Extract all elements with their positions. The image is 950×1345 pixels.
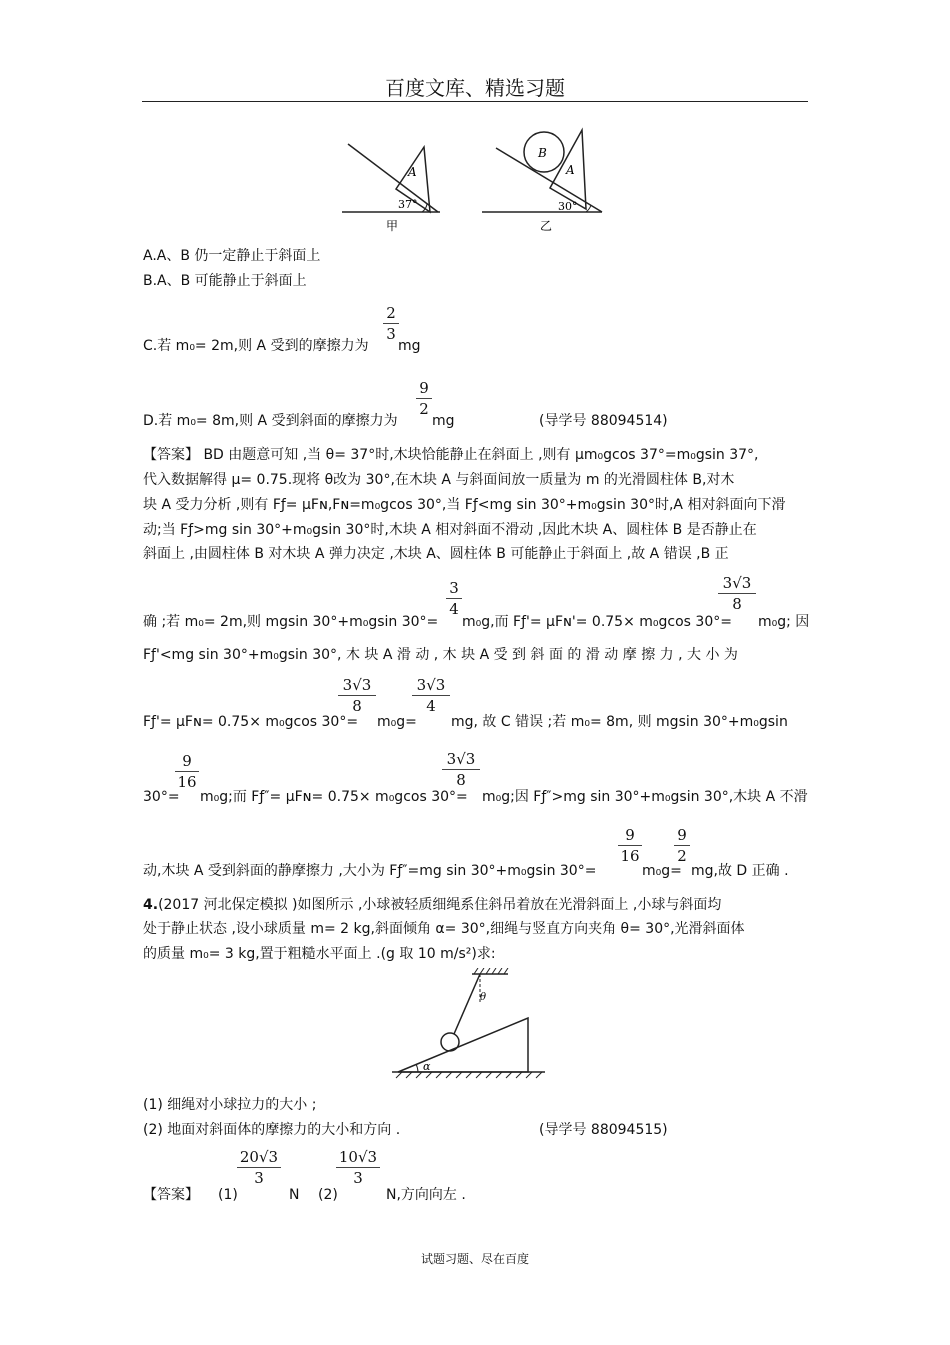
problem4-line1 [143,896,721,914]
question-1: (1) 细绳对小球拉力的大小 ; [143,1097,317,1113]
answer3-line9a: 30°= [143,789,180,805]
answer3-line10b: m₀g= [642,863,682,879]
answer3-line2: 代入数据解得 μ= 0.75.现将 θ改为 30°,在木块 A 与斜面间放一质量为 m 的光滑圆柱体 B,对木 [143,472,735,488]
problem4-line2: 处于静止状态 ,设小球质量 m= 2 kg,斜面倾角 α= 30°,细绳与竖直方向夹角 θ= 30°,光滑斜面体 [143,921,745,937]
answer3-line1: 【答案】 BD 由题意可知 ,当 θ= 37°时,木块恰能静止在斜面上 ,则有 μm₀gcos 37°=m₀gsin 37°, [143,447,759,463]
fraction-d: 9 2 [416,379,432,418]
fraction-8b: 3√3 4 [412,676,450,715]
cylinder-b-label: B [538,146,547,160]
fraction-c: 2 3 [383,304,399,343]
block-a-label-2: A [566,163,575,177]
option-c [143,337,369,355]
option-d-ref: (导学号 88094514) [539,413,668,429]
problem4-number: 4. [143,897,159,913]
answer4-part2: (2) [318,1187,338,1203]
answer3-line6b: m₀g,而 Fƒ'= μFɴ'= 0.75× m₀gcos 30°= [462,614,732,630]
fraction-10a: 9 16 [618,826,642,865]
page-footer: 试题习题、尽在百度 [420,1252,529,1266]
fraction-6b: 3√3 8 [718,574,756,613]
option-d-unit: mg [432,413,455,429]
option-c-text: C.若 m₀= 2m,则 A 受到的摩擦力为 [143,338,369,354]
option-b: B.A、B 可能静止于斜面上 [143,273,307,289]
answer3-line8b: m₀g= [377,714,417,730]
option-c-unit: mg [398,338,421,354]
problem4-line1-text: (2017 河北保定模拟 )如图所示 ,小球被轻质细绳系住斜吊着放在光滑斜面上 ,小球与斜面均 [158,897,722,913]
answer3-line3: 块 A 受力分析 ,则有 Fƒ= μFɴ,Fɴ=m₀gcos 30°,当 Fƒ<mg sin 30°+m₀gsin 30°时,A 相对斜面向下滑 [143,497,786,513]
fraction-ans1: 20√3 3 [237,1148,281,1187]
option-a: A.A、B 仍一定静止于斜面上 [143,248,321,264]
fraction-9a: 9 16 [175,752,199,791]
answer3-line6a: 确 ;若 m₀= 2m,则 mgsin 30°+m₀gsin 30°= [143,614,439,630]
figure-jia-label: 甲 [386,219,399,233]
angle-30-label: 30° [558,200,578,213]
answer3-line6c: m₀g; 因 [758,614,810,630]
fraction-8a: 3√3 8 [338,676,376,715]
answer3-line4: 动;当 Fƒ>mg sin 30°+m₀gsin 30°时,木块 A 相对斜面不滑动 ,因此木块 A、圆柱体 B 是否静止在 [143,522,757,538]
figure-yi [482,130,602,233]
alpha-label: α [423,1060,431,1073]
theta-label: θ [480,992,487,1003]
block-a-label: A [408,165,417,179]
page-header-title: 百度文库、精选习题 [385,76,565,100]
problem4-line3: 的质量 m₀= 3 kg,置于粗糙水平面上 .(g 取 10 m/s²)求: [143,946,496,962]
answer4-label: 【答案】 [143,1187,199,1203]
incline-figures [330,120,620,240]
ball-on-incline-figure [390,968,550,1080]
option-d: D.若 m₀= 8m,则 A 受到斜面的摩擦力为 [143,413,398,429]
answer3-line8c: mg, 故 C 错误 ;若 m₀= 8m, 则 mgsin 30°+m₀gsin [451,714,788,730]
answer3-line9b: m₀g;而 Fƒ″= μFɴ= 0.75× m₀gcos 30°= [200,789,468,805]
fraction-ans2: 10√3 3 [336,1148,380,1187]
angle-37-label: 37° [398,198,418,211]
answer3-line10c: mg,故 D 正确 . [691,863,789,879]
header-divider [142,101,808,102]
answer4-unit1: N [289,1187,300,1203]
answer3-line7: Fƒ'<mg sin 30°+m₀gsin 30°, 木 块 A 滑 动 , 木 块 A 受 到 斜 面 的 滑 动 摩 擦 力 , 大 小 为 [143,647,738,663]
answer4-part1: (1) [218,1187,238,1203]
figure-yi-label: 乙 [540,219,553,233]
answer3-line10a: 动,木块 A 受到斜面的静摩擦力 ,大小为 Fƒ″=mg sin 30°+m₀gsin 30°= [143,863,597,879]
answer3-line8a: Fƒ'= μFɴ= 0.75× m₀gcos 30°= [143,714,359,730]
answer3-line5: 斜面上 ,由圆柱体 B 对木块 A 弹力决定 ,木块 A、圆柱体 B 可能静止于斜面上 ,故 A 错误 ,B 正 [143,546,729,562]
fraction-9b: 3√3 8 [442,750,480,789]
fraction-10b: 9 2 [674,826,690,865]
question-2-ref: (导学号 88094515) [539,1122,668,1138]
answer4-unit2: N,方向向左 . [386,1187,466,1203]
answer3-line9c: m₀g;因 Fƒ″>mg sin 30°+m₀gsin 30°,木块 A 不滑 [482,789,808,805]
figure-jia [342,144,440,233]
fraction-6a: 3 4 [446,579,462,618]
question-2: (2) 地面对斜面体的摩擦力的大小和方向 . [143,1122,401,1138]
